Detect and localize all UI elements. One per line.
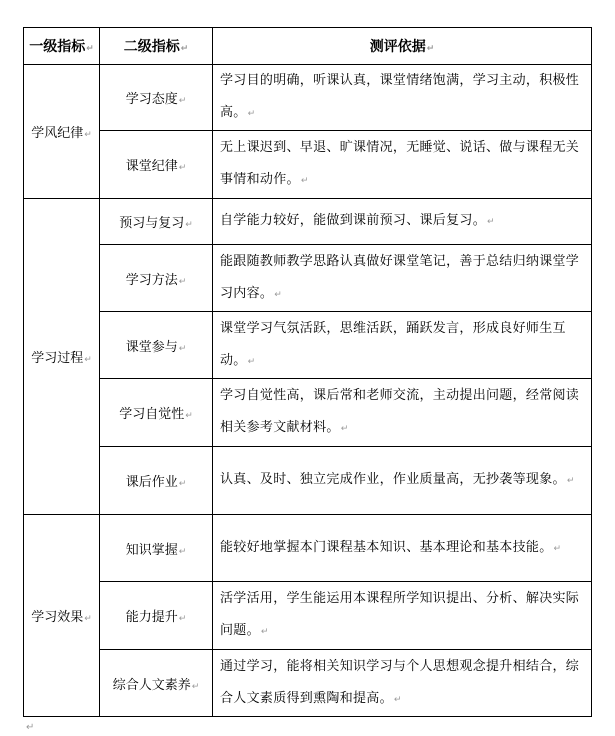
- basis-cell: 自学能力较好，能做到课前预习、课后复习。↵: [213, 199, 592, 245]
- basis-cell: 通过学习，能将相关知识学习与个人思想观念提升相结合，综合人文素质得到熏陶和提高。↵: [213, 650, 592, 717]
- basis-cell: 活学活用，学生能运用本课程所学知识提出、分析、解决实际问题。↵: [213, 582, 592, 650]
- basis-cell: 无上课迟到、早退、旷课情况，无睡觉、说话、做与课程无关事情和动作。↵: [213, 131, 592, 199]
- basis-cell: 学习目的明确，听课认真，课堂情绪饱满，学习主动，积极性高。↵: [213, 65, 592, 131]
- indicator-cell: 预习与复习↵: [100, 199, 213, 245]
- basis-cell: 认真、及时、独立完成作业，作业质量高，无抄袭等现象。↵: [213, 447, 592, 515]
- table-row: [24, 131, 592, 199]
- basis-cell: 能跟随教师教学思路认真做好课堂笔记，善于总结归纳课堂学习内容。↵: [213, 245, 592, 312]
- table-row: [24, 379, 592, 447]
- basis-cell: 能较好地掌握本门课程基本知识、基本理论和基本技能。↵: [213, 515, 592, 582]
- table-row: [24, 65, 592, 131]
- header-level2-indicator: 二级指标↵: [100, 28, 213, 65]
- indicator-cell: 课堂纪律↵: [100, 131, 213, 199]
- table-row: [24, 312, 592, 379]
- end-paragraph-mark: ↵: [26, 722, 35, 733]
- indicator-cell: 学习方法↵: [100, 245, 213, 312]
- indicator-cell: 学习自觉性↵: [100, 379, 213, 447]
- indicator-cell: 课堂参与↵: [100, 312, 213, 379]
- table-row: [24, 447, 592, 515]
- indicator-cell: 学习态度↵: [100, 65, 213, 131]
- indicator-cell: 课后作业↵: [100, 447, 213, 515]
- evaluation-table: [23, 27, 592, 717]
- basis-cell: 课堂学习气氛活跃，思维活跃，踊跃发言，形成良好师生互动。↵: [213, 312, 592, 379]
- group-label: 学习过程↵: [24, 199, 100, 515]
- header-evaluation-basis: 测评依据↵: [213, 28, 592, 65]
- table-row: [24, 245, 592, 312]
- table-header-row: [24, 28, 592, 65]
- basis-cell: 学习自觉性高，课后常和老师交流，主动提出问题，经常阅读相关参考文献材料。↵: [213, 379, 592, 447]
- table-row: [24, 515, 592, 582]
- indicator-cell: 能力提升↵: [100, 582, 213, 650]
- table-row: [24, 650, 592, 717]
- table-row: [24, 199, 592, 245]
- indicator-cell: 综合人文素养↵: [100, 650, 213, 717]
- table-row: [24, 582, 592, 650]
- indicator-cell: 知识掌握↵: [100, 515, 213, 582]
- group-label: 学风纪律↵: [24, 65, 100, 199]
- group-label: 学习效果↵: [24, 515, 100, 717]
- header-level1-indicator: 一级指标↵: [24, 28, 100, 65]
